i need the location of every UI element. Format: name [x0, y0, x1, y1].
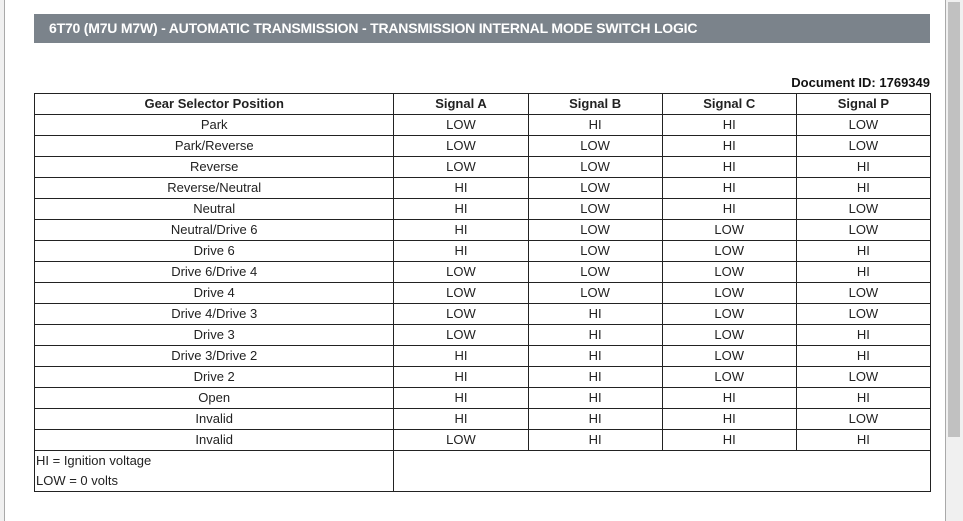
signal-cell: HI [528, 325, 662, 346]
mode-switch-logic-table [34, 93, 931, 492]
signal-cell: HI [662, 430, 796, 451]
page-title: 6T70 (M7U M7W) - AUTOMATIC TRANSMISSION - TRANSMISSION INTERNAL MODE SWITCH LOGIC [34, 14, 930, 43]
column-header: Signal C [662, 94, 796, 115]
signal-cell: LOW [662, 262, 796, 283]
table-row [35, 430, 931, 451]
signal-cell: LOW [394, 325, 528, 346]
signal-cell: LOW [796, 220, 930, 241]
signal-cell: LOW [394, 304, 528, 325]
gear-position-cell: Drive 4 [35, 283, 394, 304]
column-header: Signal P [796, 94, 930, 115]
gear-position-cell: Invalid [35, 430, 394, 451]
signal-cell: LOW [796, 409, 930, 430]
column-header: Signal A [394, 94, 528, 115]
legend-cell [35, 451, 394, 492]
signal-cell: HI [394, 367, 528, 388]
signal-cell: LOW [662, 283, 796, 304]
signal-cell: HI [394, 199, 528, 220]
signal-cell: LOW [394, 157, 528, 178]
table-row [35, 262, 931, 283]
signal-cell: HI [528, 346, 662, 367]
gear-position-cell: Drive 3/Drive 2 [35, 346, 394, 367]
signal-cell: LOW [662, 346, 796, 367]
signal-cell: LOW [796, 367, 930, 388]
signal-cell: HI [394, 241, 528, 262]
signal-cell: LOW [662, 304, 796, 325]
gear-position-cell: Neutral [35, 199, 394, 220]
gear-position-cell: Neutral/Drive 6 [35, 220, 394, 241]
table-row [35, 325, 931, 346]
signal-cell: LOW [528, 199, 662, 220]
signal-cell: LOW [528, 283, 662, 304]
signal-cell: LOW [796, 136, 930, 157]
signal-cell: HI [662, 115, 796, 136]
table-header-row [35, 94, 931, 115]
signal-cell: LOW [528, 241, 662, 262]
signal-cell: LOW [394, 115, 528, 136]
signal-cell: HI [796, 157, 930, 178]
gear-position-cell: Open [35, 388, 394, 409]
signal-cell: HI [528, 430, 662, 451]
signal-cell: HI [796, 262, 930, 283]
signal-cell: HI [796, 346, 930, 367]
signal-cell: LOW [394, 283, 528, 304]
signal-cell: HI [796, 178, 930, 199]
gear-position-cell: Drive 4/Drive 3 [35, 304, 394, 325]
signal-cell: HI [662, 388, 796, 409]
table-row [35, 220, 931, 241]
gear-position-cell: Reverse [35, 157, 394, 178]
table-row [35, 136, 931, 157]
signal-cell: HI [662, 199, 796, 220]
document-id: Document ID: 1769349 [791, 75, 930, 90]
vertical-scrollbar[interactable] [946, 0, 963, 521]
signal-cell: HI [528, 304, 662, 325]
gear-position-cell: Drive 6 [35, 241, 394, 262]
gear-position-cell: Drive 3 [35, 325, 394, 346]
signal-cell: LOW [394, 262, 528, 283]
table-row [35, 178, 931, 199]
gear-position-cell: Park [35, 115, 394, 136]
legend-empty-cell [394, 451, 931, 492]
signal-cell: HI [796, 325, 930, 346]
table-body [35, 115, 931, 451]
table-row [35, 157, 931, 178]
signal-cell: HI [662, 157, 796, 178]
signal-cell: HI [394, 346, 528, 367]
signal-cell: LOW [528, 220, 662, 241]
legend-hi: HI = Ignition voltage [36, 453, 152, 468]
signal-cell: HI [528, 115, 662, 136]
signal-cell: HI [394, 409, 528, 430]
signal-cell: LOW [796, 283, 930, 304]
signal-cell: LOW [796, 115, 930, 136]
legend-row [35, 451, 931, 492]
gear-position-cell: Reverse/Neutral [35, 178, 394, 199]
signal-cell: LOW [662, 367, 796, 388]
signal-cell: HI [394, 388, 528, 409]
signal-cell: LOW [394, 136, 528, 157]
legend-low: LOW = 0 volts [36, 473, 118, 488]
document-page [4, 0, 946, 521]
signal-cell: LOW [796, 199, 930, 220]
signal-cell: LOW [528, 136, 662, 157]
table-row [35, 115, 931, 136]
table-row [35, 388, 931, 409]
signal-cell: HI [528, 388, 662, 409]
gear-position-cell: Drive 6/Drive 4 [35, 262, 394, 283]
signal-cell: HI [394, 178, 528, 199]
column-header: Signal B [528, 94, 662, 115]
table-row [35, 283, 931, 304]
signal-cell: LOW [662, 220, 796, 241]
signal-cell: HI [662, 178, 796, 199]
column-header: Gear Selector Position [35, 94, 394, 115]
table-row [35, 241, 931, 262]
table-row [35, 199, 931, 220]
table-row [35, 304, 931, 325]
signal-cell: LOW [796, 304, 930, 325]
signal-cell: HI [796, 241, 930, 262]
table-row [35, 409, 931, 430]
signal-cell: HI [662, 409, 796, 430]
signal-cell: HI [796, 388, 930, 409]
gear-position-cell: Drive 2 [35, 367, 394, 388]
gear-position-cell: Park/Reverse [35, 136, 394, 157]
signal-cell: LOW [528, 178, 662, 199]
signal-cell: HI [528, 367, 662, 388]
signal-cell: LOW [662, 241, 796, 262]
scrollbar-thumb[interactable] [948, 2, 960, 437]
signal-cell: HI [662, 136, 796, 157]
signal-cell: LOW [528, 157, 662, 178]
signal-cell: LOW [394, 430, 528, 451]
signal-cell: HI [528, 409, 662, 430]
signal-cell: HI [394, 220, 528, 241]
signal-cell: LOW [528, 262, 662, 283]
table-row [35, 346, 931, 367]
signal-cell: HI [796, 430, 930, 451]
gear-position-cell: Invalid [35, 409, 394, 430]
signal-cell: LOW [662, 325, 796, 346]
table-row [35, 367, 931, 388]
